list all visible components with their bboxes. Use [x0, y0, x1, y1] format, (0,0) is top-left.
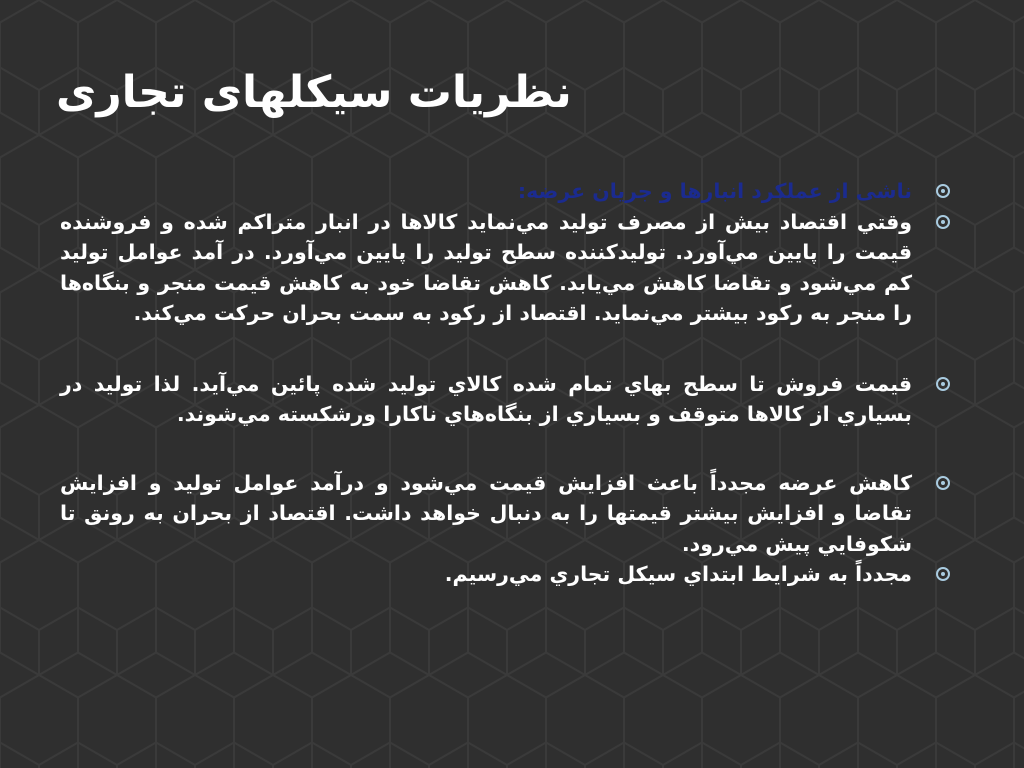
circle-bullet-icon: [936, 377, 950, 391]
bullet-item: [60, 559, 956, 590]
bullet-text: كاهش عرضه مجدداً باعث افزايش قيمت مي‌شود و درآمد عوامل توليد و افزايش تقاضا و افزايش بيشتر قيمتها را به دنبال خواهد داشت. اقتصاد از بحران به رونق تا شكوفايي پيش مي‌رود.: [60, 470, 912, 556]
circle-bullet-icon: [936, 215, 950, 229]
bullet-list: [60, 176, 956, 590]
slide-title: نظریات سیکلهای تجاری: [56, 67, 572, 118]
bullet-item: [60, 468, 956, 560]
bullet-item: [60, 176, 956, 207]
bullet-text: مجدداً به شرايط ابتداي سيكل تجاري مي‌رسيم.: [444, 562, 912, 586]
circle-bullet-icon: [936, 476, 950, 490]
bullet-text: ناشی از عملکرد انبارها و جریان عرضه:: [517, 179, 912, 203]
circle-bullet-icon: [936, 184, 950, 198]
bullet-item: [60, 369, 956, 430]
bullet-item: [60, 207, 956, 329]
bullet-text: قيمت فروش تا سطح بهاي تمام شده كالاي توليد شده پائين مي‌آيد. لذا توليد در بسياري از كالاها متوقف و بسياري از بنگاه‌هاي ناكارا ورشكسته مي‌شوند.: [60, 371, 912, 426]
circle-bullet-icon: [936, 567, 950, 581]
bullet-text: وقتي اقتصاد بيش از مصرف توليد مي‌نمايد كالاها در انبار متراكم شده و فروشنده قيمت را پايين مي‌آورد. توليدكننده سطح توليد را پايين مي‌آورد. در آمد عوامل توليد كم مي‌شود و تقاضا كاهش مي‌يابد. كاهش تقاضا خود به كاهش قيمت منجر و بنگاه‌ها را منجر به ركود بيشتر مي‌نمايد. اقتصاد از ركود به سمت بحران حركت مي‌كند.: [60, 209, 912, 325]
